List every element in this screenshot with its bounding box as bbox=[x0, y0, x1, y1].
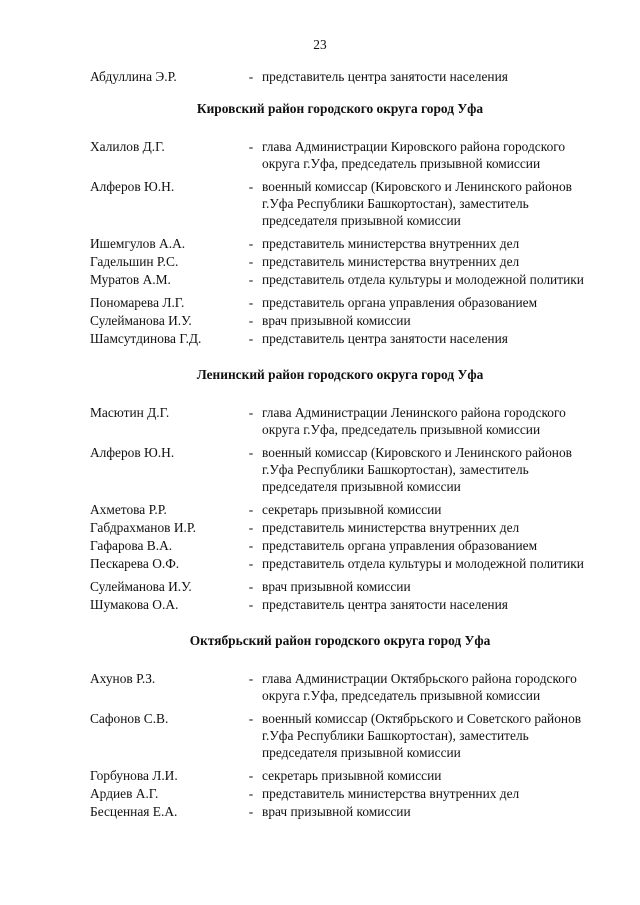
dash-separator: - bbox=[248, 295, 254, 310]
member-name: Габдрахманов И.Р. bbox=[90, 520, 196, 535]
member-name: Сулейманова И.У. bbox=[90, 579, 192, 594]
page-number: 23 bbox=[313, 37, 327, 52]
member-role: врач призывной комиссии bbox=[262, 579, 411, 594]
member-role: представитель органа управления образованием bbox=[262, 295, 538, 310]
member-role: представитель центра занятости населения bbox=[262, 69, 508, 84]
member-role: врач призывной комиссии bbox=[262, 313, 411, 328]
member-name: Горбунова Л.И. bbox=[90, 768, 178, 783]
member-role: представитель министерства внутренних дел bbox=[262, 254, 520, 269]
dash-separator: - bbox=[248, 254, 254, 269]
member-name: Сафонов С.В. bbox=[90, 711, 169, 726]
member-role: секретарь призывной комиссии bbox=[262, 502, 442, 517]
dash-separator: - bbox=[248, 597, 254, 612]
dash-separator: - bbox=[248, 69, 254, 84]
list-item bbox=[90, 178, 590, 229]
member-name: Бесценная Е.А. bbox=[90, 804, 178, 819]
list-item bbox=[90, 404, 590, 438]
member-name: Шамсутдинова Г.Д. bbox=[90, 331, 202, 346]
member-role: глава Администрации Октябрьского района городского округа г.Уфа, председатель призывной комиссии bbox=[262, 671, 577, 703]
member-name: Масютин Д.Г. bbox=[90, 405, 170, 420]
list-item bbox=[90, 578, 590, 595]
dash-separator: - bbox=[248, 502, 254, 517]
member-name: Сулейманова И.У. bbox=[90, 313, 192, 328]
list-item bbox=[90, 330, 590, 347]
dash-separator: - bbox=[248, 804, 254, 819]
member-name: Халилов Д.Г. bbox=[90, 139, 165, 154]
dash-separator: - bbox=[248, 331, 254, 346]
dash-separator: - bbox=[248, 520, 254, 535]
list-item bbox=[90, 555, 590, 572]
list-item bbox=[90, 501, 590, 518]
dash-separator: - bbox=[248, 556, 254, 571]
dash-separator: - bbox=[248, 272, 254, 287]
member-role: секретарь призывной комиссии bbox=[262, 768, 442, 783]
dash-separator: - bbox=[248, 139, 254, 154]
dash-separator: - bbox=[248, 671, 254, 686]
list-item bbox=[90, 803, 590, 820]
member-name: Алферов Ю.Н. bbox=[90, 445, 175, 460]
member-name: Муратов А.М. bbox=[90, 272, 171, 287]
member-name: Ахметова Р.Р. bbox=[90, 502, 167, 517]
list-item bbox=[90, 596, 590, 613]
section-title: Октябрьский район городского округа город Уфа bbox=[189, 633, 491, 648]
dash-separator: - bbox=[248, 538, 254, 553]
list-item bbox=[90, 253, 590, 270]
list-item bbox=[90, 294, 590, 311]
dash-separator: - bbox=[248, 313, 254, 328]
list-item bbox=[90, 68, 590, 85]
member-name: Алферов Ю.Н. bbox=[90, 179, 175, 194]
list-item bbox=[90, 710, 590, 761]
dash-separator: - bbox=[248, 405, 254, 420]
list-item bbox=[90, 312, 590, 329]
list-item bbox=[90, 138, 590, 172]
member-name: Ахунов Р.З. bbox=[90, 671, 156, 686]
member-role: представитель отдела культуры и молодежной политики bbox=[262, 556, 584, 571]
member-name: Пескарева О.Ф. bbox=[90, 556, 180, 571]
member-name: Гадельшин Р.С. bbox=[90, 254, 179, 269]
dash-separator: - bbox=[248, 786, 254, 801]
member-role: военный комиссар (Октябрьского и Советского районов г.Уфа Республики Башкортостан), заместитель председателя призывной комиссии bbox=[262, 711, 582, 760]
list-item bbox=[90, 235, 590, 252]
section-entry-list bbox=[90, 138, 590, 347]
dash-separator: - bbox=[248, 711, 254, 726]
section-entry-list bbox=[90, 404, 590, 613]
member-role: врач призывной комиссии bbox=[262, 804, 411, 819]
member-name: Абдуллина Э.Р. bbox=[90, 69, 177, 84]
list-item bbox=[90, 519, 590, 536]
member-name: Пономарева Л.Г. bbox=[90, 295, 185, 310]
member-role: глава Администрации Кировского района городского округа г.Уфа, председатель призывной комиссии bbox=[262, 139, 566, 171]
section-entry-list bbox=[90, 670, 590, 820]
member-role: представитель органа управления образованием bbox=[262, 538, 538, 553]
member-role: представитель отдела культуры и молодежной политики bbox=[262, 272, 584, 287]
dash-separator: - bbox=[248, 236, 254, 251]
member-role: военный комиссар (Кировского и Ленинского районов г.Уфа Республики Башкортостан), заместитель председателя призывной комиссии bbox=[262, 179, 572, 228]
member-role: представитель центра занятости населения bbox=[262, 597, 508, 612]
member-role: представитель министерства внутренних дел bbox=[262, 786, 520, 801]
list-item bbox=[90, 767, 590, 784]
dash-separator: - bbox=[248, 579, 254, 594]
member-name: Гафарова В.А. bbox=[90, 538, 173, 553]
member-name: Шумакова О.А. bbox=[90, 597, 179, 612]
dash-separator: - bbox=[248, 768, 254, 783]
member-name: Ишемгулов А.А. bbox=[90, 236, 186, 251]
list-item bbox=[90, 670, 590, 704]
section-title: Ленинский район городского округа город Уфа bbox=[196, 367, 484, 382]
member-role: представитель министерства внутренних дел bbox=[262, 236, 520, 251]
dash-separator: - bbox=[248, 445, 254, 460]
member-role: военный комиссар (Кировского и Ленинского районов г.Уфа Республики Башкортостан), заместитель председателя призывной комиссии bbox=[262, 445, 572, 494]
member-role: представитель центра занятости населения bbox=[262, 331, 508, 346]
member-role: представитель министерства внутренних дел bbox=[262, 520, 520, 535]
list-item bbox=[90, 271, 590, 288]
document-body bbox=[90, 68, 590, 821]
section-title: Кировский район городского округа город Уфа bbox=[196, 101, 484, 116]
member-role: глава Администрации Ленинского района городского округа г.Уфа, председатель призывной комиссии bbox=[262, 405, 566, 437]
list-item bbox=[90, 785, 590, 802]
member-name: Ардиев А.Г. bbox=[90, 786, 159, 801]
list-item bbox=[90, 537, 590, 554]
dash-separator: - bbox=[248, 179, 254, 194]
top-entry-list bbox=[90, 68, 590, 85]
list-item bbox=[90, 444, 590, 495]
